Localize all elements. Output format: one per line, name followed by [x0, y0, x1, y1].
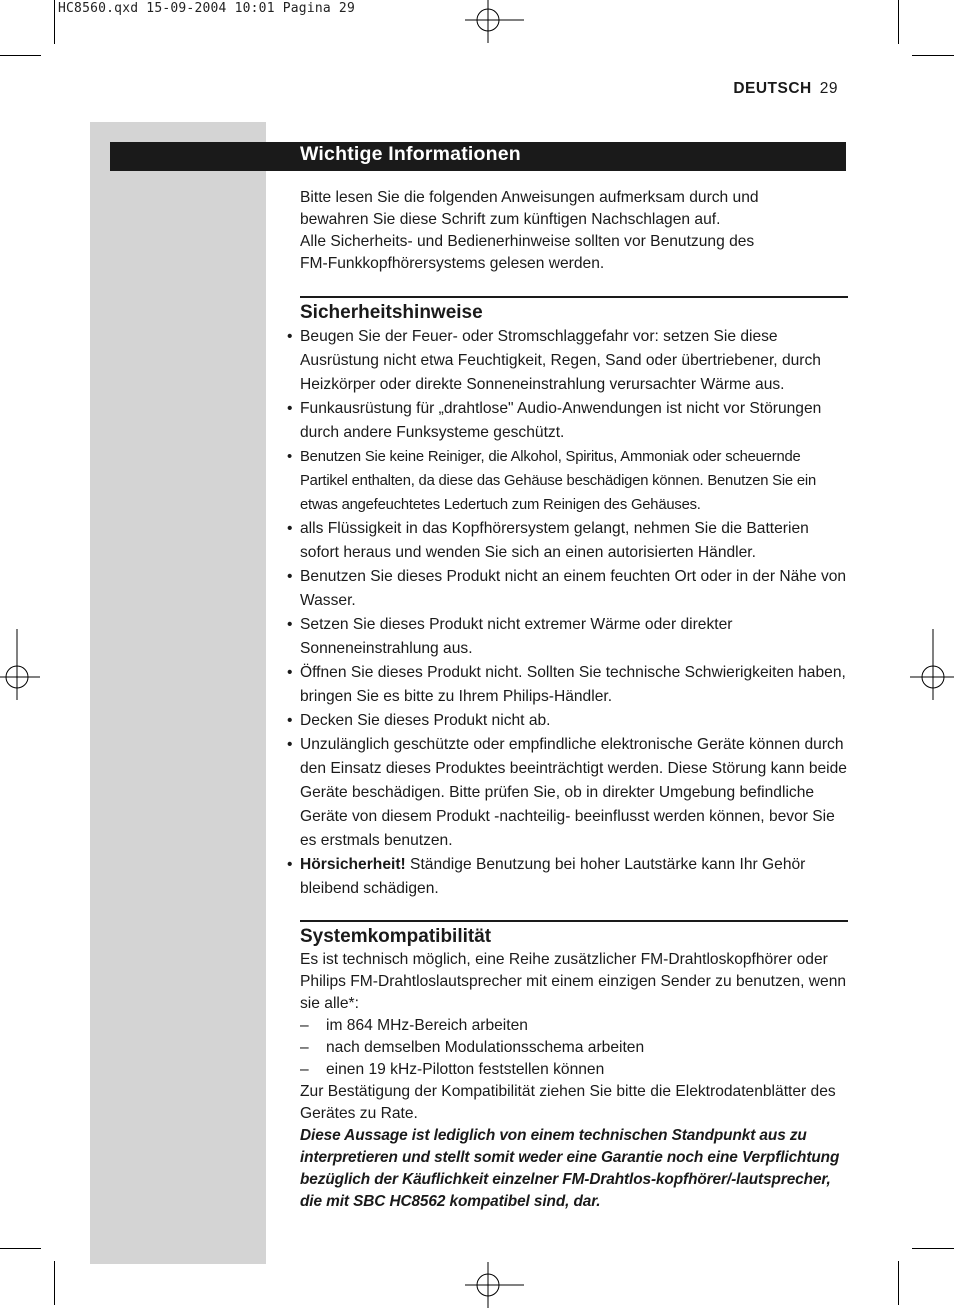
- list-item: – einen 19 kHz-Pilotton feststellen können: [300, 1059, 848, 1081]
- compat-intro: Es ist technisch möglich, eine Reihe zusätzlicher FM-Drahtloskopfhörer oder Philips FM-Drahtloslautsprecher mit einem einzigen Sender zu benutzen, wenn sie alle*:: [300, 951, 847, 1012]
- list-item: [300, 853, 848, 901]
- crop-mark: [0, 55, 41, 56]
- intro-line: Bitte lesen Sie die folgenden Anweisungen aufmerksam durch und: [300, 189, 759, 206]
- registration-mark-icon: [452, 1262, 524, 1308]
- intro-line: Alle Sicherheits- und Bedienerhinweise sollten vor Benutzung des: [300, 233, 755, 250]
- language-label: DEUTSCH: [733, 80, 812, 97]
- hearing-safety-text: Ständige Benutzung bei hoher Lautstärke kann Ihr Gehör bleibend schädigen.: [300, 856, 806, 897]
- compat-heading: Systemkompatibilität: [300, 920, 848, 949]
- compat-section: [300, 949, 848, 1213]
- intro-line: FM-Funkkopfhörersystems gelesen werden.: [300, 255, 605, 272]
- crop-mark: [54, 0, 55, 44]
- crop-mark: [912, 55, 954, 56]
- registration-mark-icon: [0, 604, 40, 700]
- hearing-safety-label: Hörsicherheit!: [300, 856, 406, 873]
- crop-mark: [898, 0, 899, 44]
- list-item: • Setzen Sie dieses Produkt nicht extremer Wärme oder direkter Sonneneinstrahlung aus.: [300, 613, 848, 661]
- list-item: • Decken Sie dieses Produkt nicht ab.: [300, 709, 848, 733]
- list-item: – im 864 MHz-Bereich arbeiten: [300, 1015, 848, 1037]
- crop-mark: [0, 1248, 41, 1249]
- list-item: • Benutzen Sie dieses Produkt nicht an einem feuchten Ort oder in der Nähe von Wasser.: [300, 565, 848, 613]
- page-header: [733, 80, 838, 98]
- intro-paragraph: [300, 187, 848, 275]
- title-bar: [110, 142, 846, 171]
- intro-line: bewahren Sie diese Schrift zum künftigen Nachschlagen auf.: [300, 211, 721, 228]
- crop-mark: [898, 1261, 899, 1305]
- registration-mark-icon: [452, 0, 524, 43]
- list-item: – nach demselben Modulationsschema arbeiten: [300, 1037, 848, 1059]
- print-slug: HC8560.qxd 15-09-2004 10:01 Pagina 29: [58, 1, 355, 16]
- safety-list: [300, 325, 848, 901]
- list-item: • alls Flüssigkeit in das Kopfhörersystem gelangt, nehmen Sie die Batterien sofort heraus und wenden Sie sich an einen autorisierten Händler.: [300, 517, 848, 565]
- list-item: • Beugen Sie der Feuer- oder Stromschlaggefahr vor: setzen Sie diese Ausrüstung nicht etwa Feuchtigkeit, Regen, Sand oder übertriebener, durch Heizkörper oder direkte Sonneneinstrahlung verursachter Wärme aus.: [300, 325, 848, 397]
- list-item: • Unzulänglich geschützte oder empfindliche elektronische Geräte können durch den Einsatz dieses Produktes beeinträchtigt werden. Diese Störung kann beide Geräte beschädigen. Bitte prüfen Sie, ob in direkter Umgebung befindliche Geräte von diesem Produkt -nachteilig- beeinflusst werden können, bevor Sie es erstmals benutzen.: [300, 733, 848, 853]
- crop-mark: [54, 1261, 55, 1305]
- compat-disclaimer: Diese Aussage ist lediglich von einem technischen Standpunkt aus zu interpretieren und stellt somit weder eine Garantie noch eine Verpflichtung bezüglich der Käuflichkeit einzelner FM-Drahtlos-kopfhörer/-lautsprecher, die mit SBC HC8562 kompatibel sind, dar.: [300, 1127, 840, 1210]
- list-item: • Öffnen Sie dieses Produkt nicht. Sollten Sie technische Schwierigkeiten haben, bringen Sie es bitte zu Ihrem Philips-Händler.: [300, 661, 848, 709]
- registration-mark-icon: [910, 604, 954, 700]
- sidebar-gray-band: [90, 122, 266, 1264]
- list-item: • Benutzen Sie keine Reiniger, die Alkohol, Spiritus, Ammoniak oder scheuernde Partikel enthalten, da diese das Gehäuse beschädigen können. Benutzen Sie ein etwas angefeuchtetes Ledertuch zum Reinigen des Gehäuses.: [300, 445, 848, 517]
- page-number: 29: [819, 80, 838, 97]
- compat-list: [300, 1015, 848, 1081]
- main-content: [300, 187, 848, 1213]
- list-item: • Funkausrüstung für „drahtlose" Audio-Anwendungen ist nicht vor Störungen durch andere Funksysteme geschützt.: [300, 397, 848, 445]
- safety-heading: Sicherheitshinweise: [300, 296, 848, 325]
- page-title: Wichtige Informationen: [300, 143, 521, 165]
- crop-mark: [912, 1248, 954, 1249]
- compat-outro: Zur Bestätigung der Kompatibilität ziehen Sie bitte die Elektrodatenblätter des Gerätes zu Rate.: [300, 1083, 836, 1122]
